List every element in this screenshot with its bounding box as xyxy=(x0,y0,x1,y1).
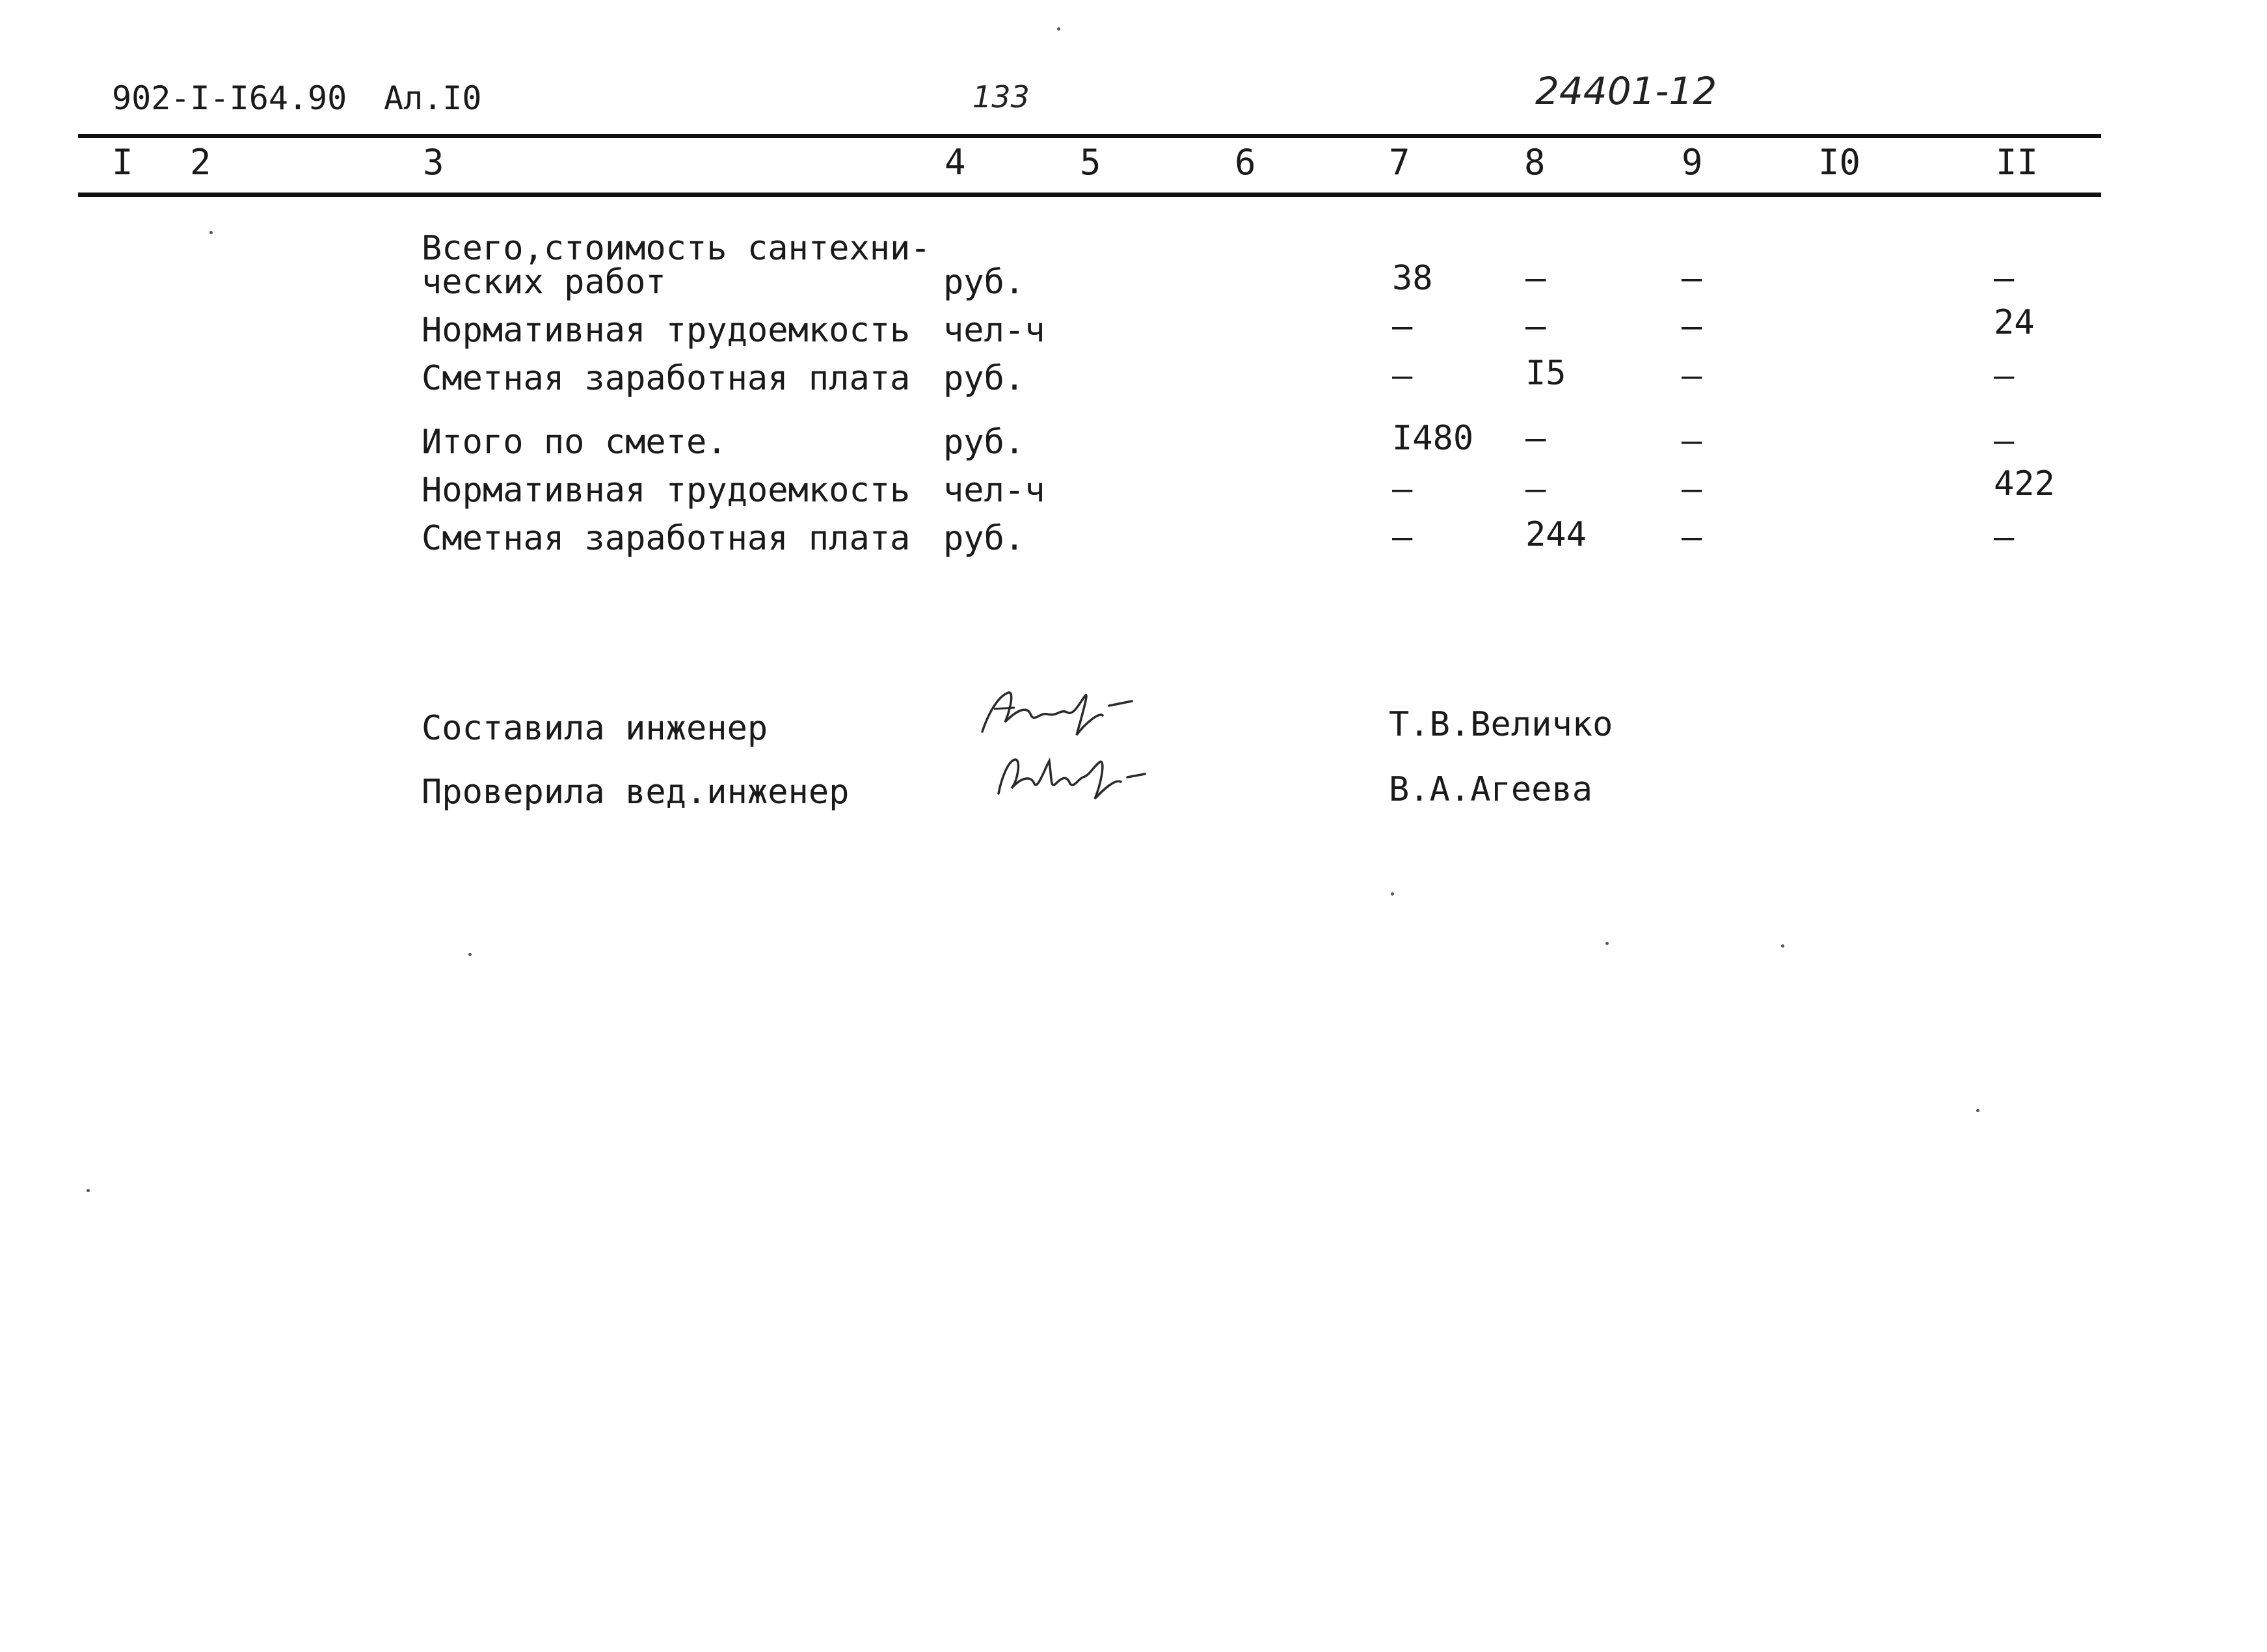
row-unit: чел-ч xyxy=(943,311,1045,350)
row-col11: – xyxy=(1994,518,2015,557)
signature-name: Т.В.Величко xyxy=(1389,705,1613,744)
row-label: Нормативная трудоемкость xyxy=(422,311,911,350)
column-number-11: II xyxy=(1996,142,2039,183)
row-col8: I5 xyxy=(1525,354,1566,393)
row-col9: – xyxy=(1682,356,1702,395)
row-label-line1: Всего,стоимость сантехни- xyxy=(422,229,931,268)
row-col11: 24 xyxy=(1994,303,2035,342)
scan-speck xyxy=(209,231,213,234)
row-unit: руб. xyxy=(943,263,1025,302)
scan-speck xyxy=(1605,942,1609,945)
row-col9: – xyxy=(1682,259,1702,298)
row-label: Сметная заработная плата xyxy=(422,519,911,558)
page-number: 133 xyxy=(973,79,1030,114)
row-col11: 422 xyxy=(1994,464,2055,503)
row-label: Нормативная трудоемкость xyxy=(422,471,911,510)
row-col7: – xyxy=(1392,307,1413,346)
row-col9: – xyxy=(1682,518,1702,557)
column-number-5: 5 xyxy=(1080,142,1101,183)
column-number-10: I0 xyxy=(1818,142,1861,183)
column-number-7: 7 xyxy=(1389,142,1410,183)
scan-speck xyxy=(1781,944,1784,948)
row-col11: – xyxy=(1994,421,2015,460)
row-col9: – xyxy=(1682,307,1702,346)
document-code: 902-I-I64.90 xyxy=(112,79,347,117)
signature-role: Составила инженер xyxy=(422,709,768,748)
row-col8: – xyxy=(1525,307,1546,346)
row-unit: руб. xyxy=(943,519,1025,558)
table-top-rule xyxy=(78,134,2101,138)
row-col7: – xyxy=(1392,470,1413,509)
row-col9: – xyxy=(1682,470,1702,509)
row-col11: – xyxy=(1994,259,2015,298)
row-unit: руб. xyxy=(943,359,1025,398)
scan-speck xyxy=(468,953,472,956)
row-col8: – xyxy=(1525,259,1546,298)
row-col11: – xyxy=(1994,356,2015,395)
signature-name: В.А.Агеева xyxy=(1389,770,1593,809)
column-number-6: 6 xyxy=(1235,142,1256,183)
sheet-code: 24401-12 xyxy=(1535,69,1717,113)
scan-speck xyxy=(87,1189,90,1192)
row-col7: 38 xyxy=(1392,259,1433,298)
table-header-rule xyxy=(78,193,2101,197)
column-number-2: 2 xyxy=(190,142,211,183)
handwritten-signature-1 xyxy=(969,683,1164,741)
album-number: Ал.I0 xyxy=(384,79,482,117)
row-col8: — xyxy=(1525,419,1546,458)
row-col7: – xyxy=(1392,518,1413,557)
row-col8: 244 xyxy=(1525,515,1587,554)
handwritten-signature-2 xyxy=(986,748,1181,806)
row-col7: I480 xyxy=(1392,419,1474,458)
row-unit: чел-ч xyxy=(943,471,1045,510)
column-number-1: I xyxy=(112,142,133,183)
row-col8: – xyxy=(1525,470,1546,509)
row-label: Сметная заработная плата xyxy=(422,359,911,398)
column-number-9: 9 xyxy=(1682,142,1703,183)
row-col7: – xyxy=(1392,356,1413,395)
row-label: Итого по смете. xyxy=(422,423,727,462)
row-unit: руб. xyxy=(943,423,1025,462)
column-number-3: 3 xyxy=(423,142,444,183)
scan-speck xyxy=(1391,892,1394,896)
signature-role: Проверила вед.инженер xyxy=(422,773,850,812)
scan-speck xyxy=(1976,1109,1979,1112)
row-label-line2: ческих работ xyxy=(422,263,666,302)
column-number-8: 8 xyxy=(1524,142,1546,183)
column-number-4: 4 xyxy=(945,142,966,183)
row-col9: – xyxy=(1682,421,1702,460)
scan-speck xyxy=(1057,27,1060,31)
